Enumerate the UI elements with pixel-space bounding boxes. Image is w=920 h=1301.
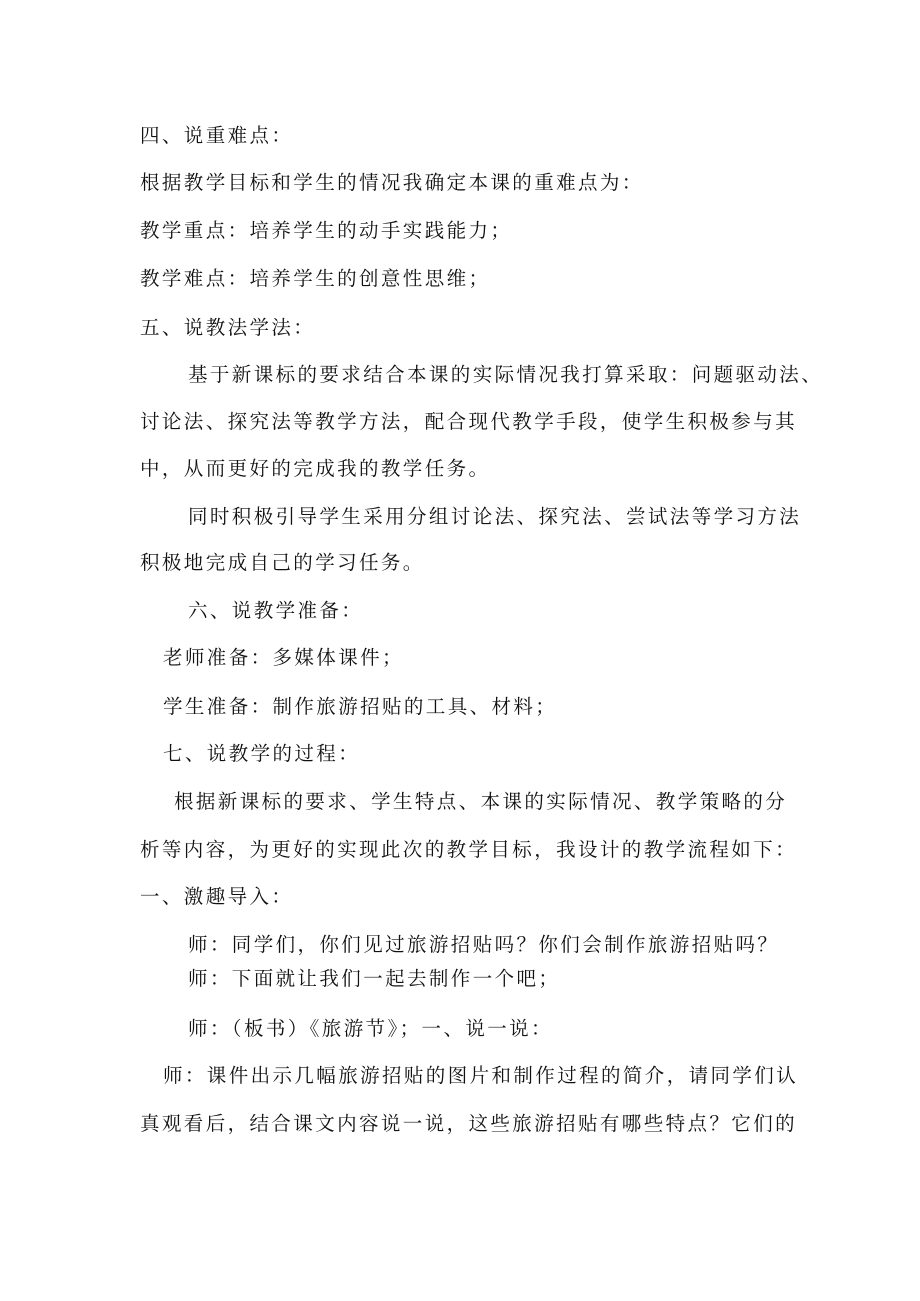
dialogue-line: 师：课件出示几幅旅游招贴的图片和制作过程的简介，请同学们认 xyxy=(163,1064,799,1087)
paragraph-line: 根据教学目标和学生的情况我确定本课的重难点为： xyxy=(140,171,644,194)
paragraph-line: 学生准备：制作旅游招贴的工具、材料； xyxy=(163,695,558,718)
paragraph-line: 讨论法、探究法等教学方法，配合现代教学手段，使学生积极参与其 xyxy=(140,410,798,433)
dialogue-line: 师：同学们，你们见过旅游招贴吗？你们会制作旅游招贴吗？ xyxy=(188,933,780,956)
paragraph-line: 中，从而更好的完成我的教学任务。 xyxy=(140,457,491,480)
paragraph-line: 基于新课标的要求结合本课的实际情况我打算采取：问题驱动法、 xyxy=(188,363,824,386)
section-heading-teaching-preparation: 六、说教学准备： xyxy=(188,599,364,622)
section-heading-teaching-methods: 五、说教法学法： xyxy=(140,316,316,339)
paragraph-line: 同时积极引导学生采用分组讨论法、探究法、尝试法等学习方法 xyxy=(188,505,802,528)
paragraph-line: 老师准备：多媒体课件； xyxy=(163,646,404,669)
dialogue-line: 师：（板书）《旅游节》；一、说一说： xyxy=(188,1017,553,1040)
dialogue-line: 师：下面就让我们一起去制作一个吧； xyxy=(188,967,561,990)
section-heading-teaching-process: 七、说教学的过程： xyxy=(163,742,361,765)
paragraph-line: 根据新课标的要求、学生特点、本课的实际情况、教学策略的分 xyxy=(174,790,788,813)
section-heading-introduction: 一、激趣导入： xyxy=(140,885,294,908)
paragraph-line: 教学难点：培养学生的创意性思维； xyxy=(140,267,491,290)
section-heading-key-difficult-points: 四、说重难点： xyxy=(140,124,294,147)
paragraph-line: 析等内容，为更好的实现此次的教学目标，我设计的教学流程如下： xyxy=(140,838,798,861)
paragraph-line: 积极地完成自己的学习任务。 xyxy=(140,551,425,574)
paragraph-line: 教学重点：培养学生的动手实践能力； xyxy=(140,219,513,242)
paragraph-line: 真观看后，结合课文内容说一说，这些旅游招贴有哪些特点？它们的 xyxy=(140,1112,798,1135)
